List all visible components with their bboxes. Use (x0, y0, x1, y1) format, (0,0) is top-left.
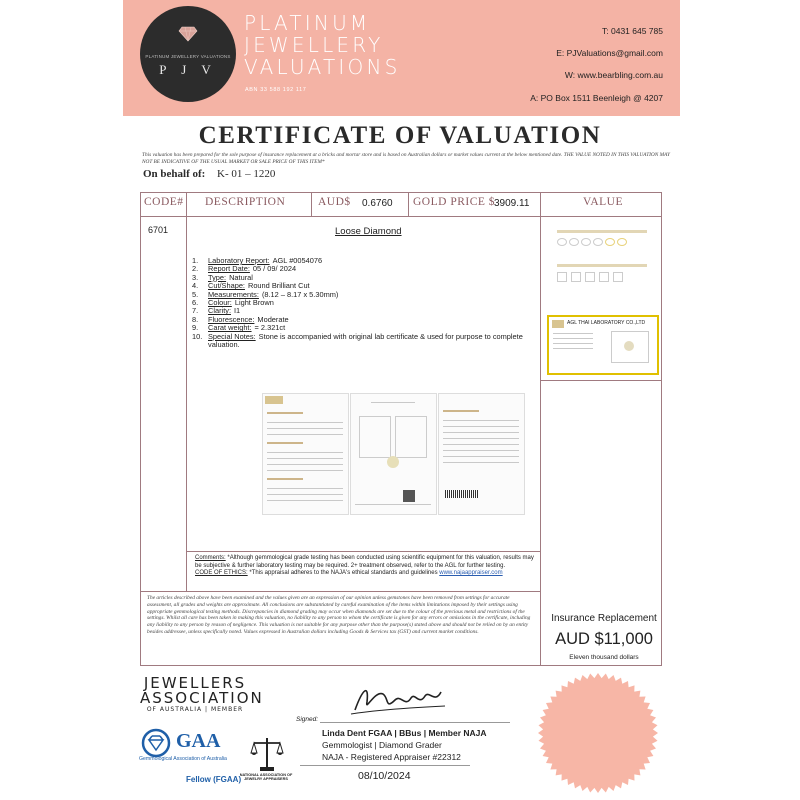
lab-card-title: AGL THAI LABORATORY CO.,LTD (567, 320, 646, 326)
header-description: DESCRIPTION (205, 196, 286, 208)
disclaimer-text: This valuation has been prepared for the sole purpose of insurance replacement at a bricks and mortar store and is based on Australian dollars or market values current at the below mentioned date. THE VALUE NOTED IN THIS VALUATION MAY NOT BE INDICATIVE OF THE USUAL MARKET OR SALE PRICE OF THIS ITEM* (142, 152, 670, 165)
signer-title: Gemmologist | Diamond Grader (322, 740, 442, 750)
detail-row: 5. Measurements: (8.12 – 8.17 x 5.30mm) (192, 289, 339, 299)
logo-initials: P J V (159, 62, 217, 77)
contact-address: A: PO Box 1511 Beenleigh @ 4207 (530, 93, 663, 103)
code-of-ethics-label: CODE OF ETHICS: (195, 570, 248, 577)
certificate-title: CERTIFICATE OF VALUATION (198, 122, 602, 149)
gaa-logo-text: GAA (176, 730, 221, 752)
contact-email: E: PJValuations@gmail.com (556, 48, 663, 58)
scales-of-justice-icon (250, 735, 284, 773)
table-divider (540, 192, 541, 666)
terms-text: The articles described above have been examined and the values given are an expression of our opinion unless gemstones have been removed from settings for accurate assessment, all grades and weights are approximate. All conclusions are substantiated by careful examination of the items within limitations imposed by their settings using appropriate gemmological testing methods. Discrepancies in diamond grading may occur when diamonds are set due to the colour of the precious metal and restrictions of the settings. Whilst all care has been taken in making this valuation, no liability to any person to whom the certificate is given for any errors or omissions in the certificate, including any liability to any person by reason of negligence. This valuation is not suitable for any purpose other than the purpose(s) stated above and should not be relied on by an entity besides addressee, unless specifically noted. Values expressed in Australian dollars including Goods & Services tax (GST) and current market conditions. (147, 595, 531, 635)
lab-report-summary-image (438, 393, 525, 515)
signature-line (320, 722, 510, 723)
header-value: VALUE (583, 196, 623, 208)
item-heading: Loose Diamond (335, 226, 402, 237)
bottom-rule (140, 591, 540, 592)
header-code: CODE# (144, 196, 184, 208)
company-seal-stamp (537, 672, 659, 794)
table-divider (186, 192, 187, 592)
valuation-date: 08/10/2024 (358, 770, 411, 782)
table-divider (311, 192, 312, 216)
detail-row: 9. Carat weight: = 2.321ct (192, 323, 286, 333)
on-behalf-value: K- 01 – 1220 (217, 168, 276, 180)
item-details-list (192, 257, 532, 349)
ja-logo-line3: OF AUSTRALIA | MEMBER (146, 706, 244, 713)
code-of-ethics-text: *This appraisal adheres to the NAJA's ethical standards and guidelines (247, 570, 440, 577)
naja-logo-text: NATIONAL ASSOCIATION OF JEWELRY APPRAISERS (239, 773, 293, 782)
gaa-fellow-label: Fellow (FGAA) (186, 775, 242, 784)
detail-row: 8. Fluorescence: Moderate (192, 314, 289, 324)
signed-label: Signed: (296, 716, 319, 723)
detail-row: 7. Clarity: I1 (192, 306, 241, 316)
ja-logo-line1: JEWELLERS (143, 674, 247, 692)
detail-row: 2. Report Date: 05 / 09/ 2024 (192, 264, 297, 274)
signer-name: Linda Dent FGAA | BBus | Member NAJA (322, 728, 487, 738)
aud-rate-value: 0.6760 (362, 198, 393, 209)
detail-row: 3. Type: Natural (192, 272, 253, 282)
insurance-value-words: Eleven thousand dollars (569, 654, 639, 661)
comments-block (195, 555, 535, 578)
contact-phone: T: 0431 645 785 (602, 26, 663, 36)
header-aud-label: AUD$ (318, 196, 351, 208)
logo-subtitle: PLATINUM JEWELLERY VALUATIONS (145, 54, 231, 59)
agl-lab-card-image (547, 315, 659, 375)
table-header-rule (140, 216, 662, 217)
on-behalf-label: On behalf of: (143, 168, 206, 180)
brand-name-line3: VALUATIONS (244, 55, 401, 79)
diamond-grading-chart-image (547, 224, 659, 296)
header-gold-label: GOLD PRICE $ (413, 196, 496, 208)
insurance-replacement-label: Insurance Replacement (551, 613, 657, 624)
brand-name-line1: PLATINUM (244, 11, 371, 35)
comments-rule (186, 551, 540, 552)
gaa-logo-icon (138, 728, 174, 758)
insurance-replacement-value: AUD $11,000 (555, 630, 653, 648)
detail-row: 4. Cut/Shape: Round Brilliant Cut (192, 281, 310, 291)
value-rule (541, 380, 662, 381)
comments-text: *Although gemmological grade testing has been conducted using scientific equipment for this valuation, results may be subjective & further laboratory testing may be required. 2+ treatment observed, refer to the AGL for further testing. (195, 555, 534, 569)
naja-website-link[interactable]: www.najaappraiser.com (439, 570, 503, 577)
detail-row: 10. Special Notes: Stone is accompanied with original lab certificate & used for purpose to complete valuation. (192, 331, 523, 350)
signer-registration: NAJA - Registered Appraiser #22312 (322, 752, 461, 762)
comments-label: Comments: (195, 555, 226, 561)
ja-logo-line2: ASSOCIATION (140, 689, 264, 707)
table-divider (408, 192, 409, 216)
abn-number: ABN 33 588 192 117 (245, 87, 307, 93)
diamond-logo-icon (178, 26, 198, 42)
contact-website: W: www.bearbling.com.au (564, 70, 663, 80)
gaa-subtitle: Gemmological Association of Australia (139, 756, 227, 762)
brand-name-line2: JEWELLERY (244, 33, 384, 57)
item-code: 6701 (148, 225, 169, 235)
lab-report-page-image (262, 393, 349, 515)
detail-row: 1. Laboratory Report: AGL #0054076 (192, 256, 323, 265)
detail-row: 6. Colour: Light Brown (192, 298, 274, 308)
gold-price-value: 3909.11 (494, 198, 530, 209)
handwritten-signature (345, 680, 455, 720)
date-line (300, 765, 470, 766)
lab-report-diagram-image (350, 393, 437, 515)
